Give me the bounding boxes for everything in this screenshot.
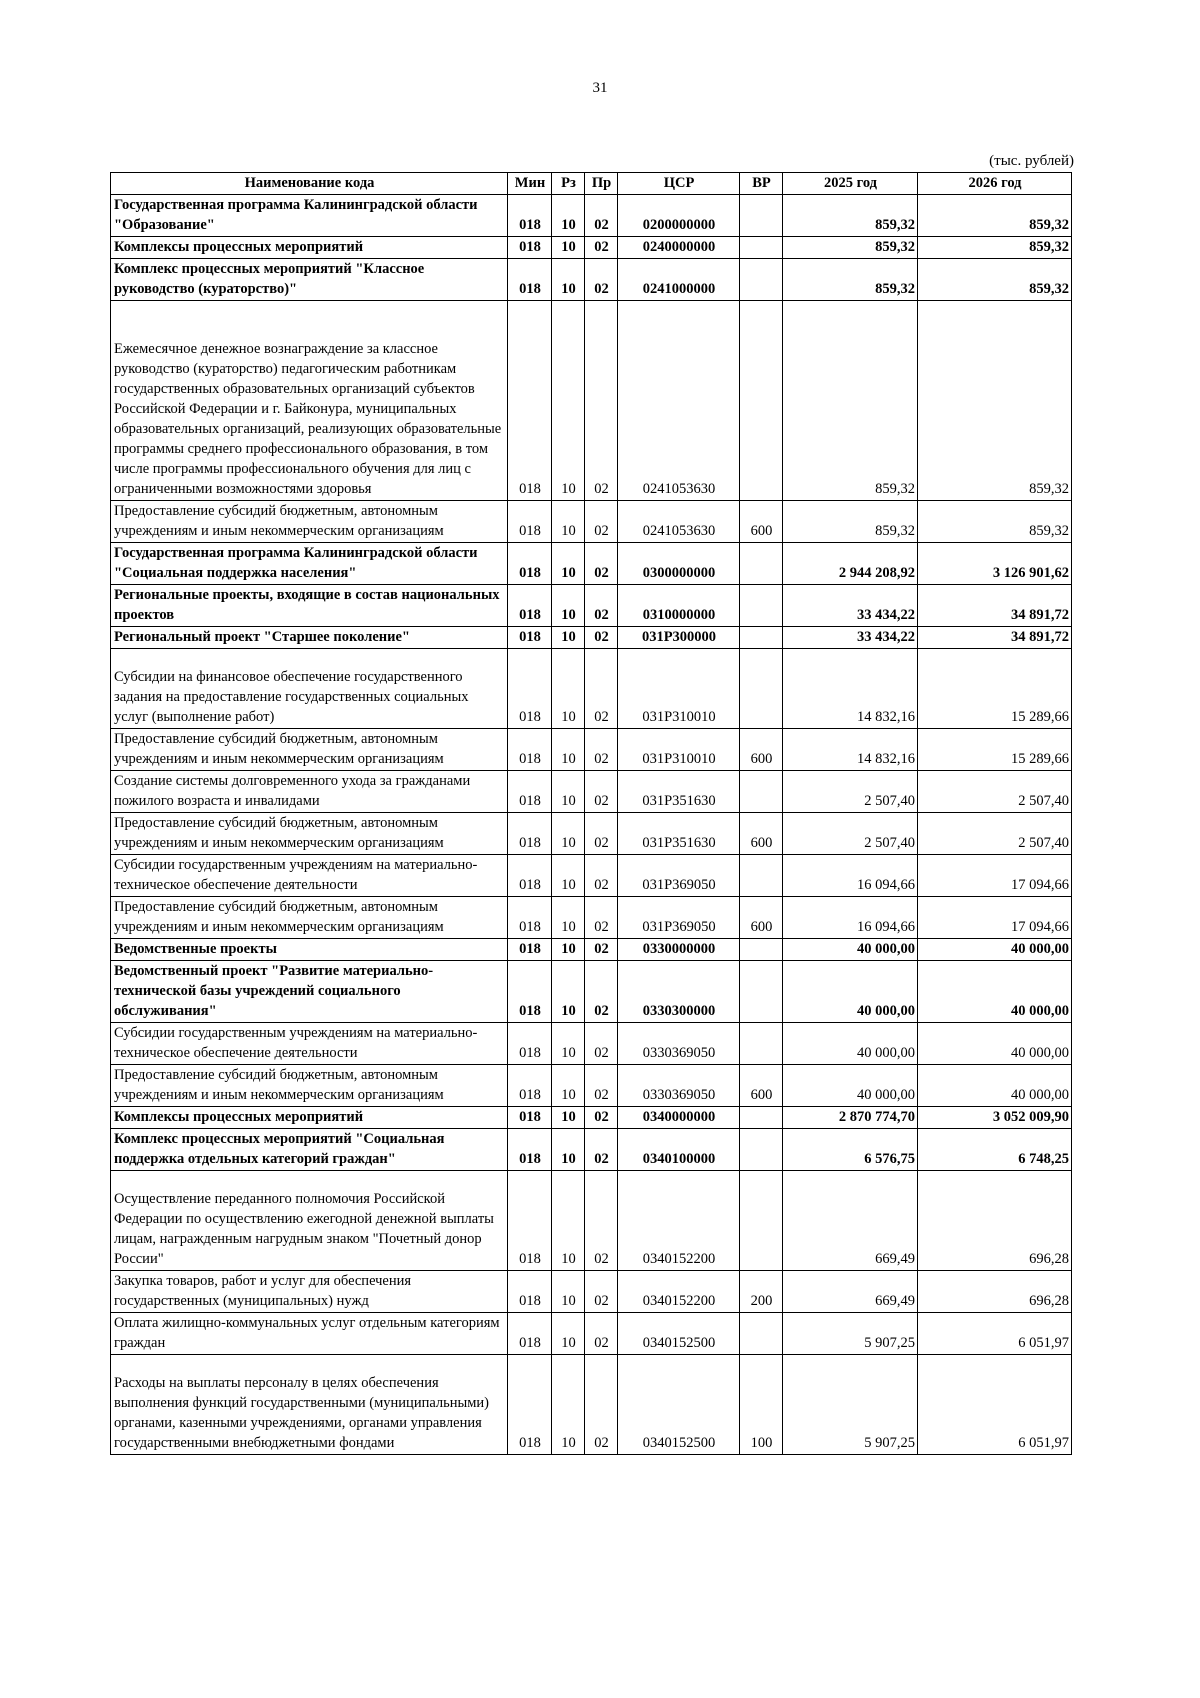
cell-name: Осуществление переданного полномочия Российской Федерации по осуществлению ежегодной денежной выплаты лицам, награжденным нагрудным знаком "Почетный донор России" <box>111 1171 508 1271</box>
cell-2025: 40 000,00 <box>783 939 918 961</box>
cell-name: Комплекс процессных мероприятий "Социальная поддержка отдельных категорий граждан" <box>111 1129 508 1171</box>
cell-vr <box>740 543 783 585</box>
cell-name: Региональный проект "Старшее поколение" <box>111 627 508 649</box>
header-name: Наименование кода <box>111 173 508 195</box>
budget-table <box>110 172 1072 1455</box>
cell-2025: 5 907,25 <box>783 1355 918 1455</box>
cell-2026: 859,32 <box>918 259 1072 301</box>
cell-2026: 15 289,66 <box>918 649 1072 729</box>
cell-pr: 02 <box>585 1023 618 1065</box>
cell-name: Создание системы долговременного ухода за гражданами пожилого возраста и инвалидами <box>111 771 508 813</box>
table-row <box>111 237 1072 259</box>
table-row <box>111 1129 1072 1171</box>
cell-pr: 02 <box>585 585 618 627</box>
cell-2025: 5 907,25 <box>783 1313 918 1355</box>
cell-rz: 10 <box>552 543 585 585</box>
cell-csr: 031P369050 <box>618 897 740 939</box>
cell-2025: 6 576,75 <box>783 1129 918 1171</box>
cell-pr: 02 <box>585 1171 618 1271</box>
cell-2026: 859,32 <box>918 195 1072 237</box>
table-row <box>111 259 1072 301</box>
cell-2025: 859,32 <box>783 301 918 501</box>
cell-csr: 031P310010 <box>618 729 740 771</box>
cell-min: 018 <box>508 961 552 1023</box>
cell-rz: 10 <box>552 1171 585 1271</box>
cell-rz: 10 <box>552 195 585 237</box>
cell-rz: 10 <box>552 237 585 259</box>
cell-rz: 10 <box>552 501 585 543</box>
cell-pr: 02 <box>585 195 618 237</box>
cell-pr: 02 <box>585 649 618 729</box>
cell-csr: 0340100000 <box>618 1129 740 1171</box>
cell-min: 018 <box>508 939 552 961</box>
cell-vr: 600 <box>740 897 783 939</box>
cell-2025: 33 434,22 <box>783 585 918 627</box>
table-row <box>111 1355 1072 1455</box>
cell-rz: 10 <box>552 855 585 897</box>
cell-name: Комплексы процессных мероприятий <box>111 1107 508 1129</box>
cell-csr: 031P351630 <box>618 813 740 855</box>
table-row <box>111 1271 1072 1313</box>
cell-pr: 02 <box>585 729 618 771</box>
cell-csr: 0241000000 <box>618 259 740 301</box>
cell-rz: 10 <box>552 1313 585 1355</box>
cell-min: 018 <box>508 771 552 813</box>
cell-rz: 10 <box>552 1129 585 1171</box>
cell-csr: 0330300000 <box>618 961 740 1023</box>
cell-rz: 10 <box>552 813 585 855</box>
cell-vr <box>740 195 783 237</box>
cell-2025: 669,49 <box>783 1271 918 1313</box>
cell-name: Субсидии на финансовое обеспечение государственного задания на предоставление государственных социальных услуг (выполнение работ) <box>111 649 508 729</box>
cell-2025: 2 507,40 <box>783 771 918 813</box>
cell-min: 018 <box>508 627 552 649</box>
cell-min: 018 <box>508 813 552 855</box>
cell-min: 018 <box>508 501 552 543</box>
cell-min: 018 <box>508 855 552 897</box>
cell-2026: 40 000,00 <box>918 939 1072 961</box>
cell-csr: 031P369050 <box>618 855 740 897</box>
cell-pr: 02 <box>585 237 618 259</box>
cell-vr: 100 <box>740 1355 783 1455</box>
cell-min: 018 <box>508 237 552 259</box>
cell-pr: 02 <box>585 813 618 855</box>
cell-vr <box>740 627 783 649</box>
cell-csr: 0310000000 <box>618 585 740 627</box>
header-row <box>111 173 1072 195</box>
cell-2026: 17 094,66 <box>918 855 1072 897</box>
cell-vr <box>740 585 783 627</box>
cell-rz: 10 <box>552 1065 585 1107</box>
table-row <box>111 771 1072 813</box>
cell-csr: 0200000000 <box>618 195 740 237</box>
cell-csr: 0340152200 <box>618 1271 740 1313</box>
cell-2026: 6 051,97 <box>918 1313 1072 1355</box>
cell-pr: 02 <box>585 1065 618 1107</box>
cell-vr <box>740 237 783 259</box>
cell-2025: 2 507,40 <box>783 813 918 855</box>
cell-2025: 859,32 <box>783 501 918 543</box>
cell-vr <box>740 1023 783 1065</box>
table-row <box>111 897 1072 939</box>
cell-name: Государственная программа Калининградской области "Образование" <box>111 195 508 237</box>
cell-rz: 10 <box>552 649 585 729</box>
cell-min: 018 <box>508 1355 552 1455</box>
cell-csr: 031P351630 <box>618 771 740 813</box>
cell-2025: 859,32 <box>783 259 918 301</box>
cell-min: 018 <box>508 1313 552 1355</box>
header-2026: 2026 год <box>918 173 1072 195</box>
cell-rz: 10 <box>552 771 585 813</box>
cell-pr: 02 <box>585 1271 618 1313</box>
cell-name: Оплата жилищно-коммунальных услуг отдельным категориям граждан <box>111 1313 508 1355</box>
table-row <box>111 627 1072 649</box>
cell-name: Ежемесячное денежное вознаграждение за классное руководство (кураторство) педагогическим работникам государственных образовательных организаций субъектов Российской Федерации и г. Байконура, муниципальных образовательных организаций, реализующих образовательные программы среднего профессионального образования, в том числе программы профессионального обучения для лиц с ограниченными возможностями здоровья <box>111 301 508 501</box>
cell-2026: 40 000,00 <box>918 1023 1072 1065</box>
cell-2026: 859,32 <box>918 301 1072 501</box>
cell-2026: 2 507,40 <box>918 813 1072 855</box>
cell-2025: 16 094,66 <box>783 855 918 897</box>
cell-name: Комплексы процессных мероприятий <box>111 237 508 259</box>
table-row <box>111 1313 1072 1355</box>
cell-vr <box>740 1107 783 1129</box>
table-row <box>111 813 1072 855</box>
table-row <box>111 301 1072 501</box>
cell-min: 018 <box>508 543 552 585</box>
cell-2025: 33 434,22 <box>783 627 918 649</box>
cell-2026: 859,32 <box>918 237 1072 259</box>
cell-2025: 859,32 <box>783 195 918 237</box>
cell-csr: 0300000000 <box>618 543 740 585</box>
cell-2025: 40 000,00 <box>783 1065 918 1107</box>
cell-2026: 15 289,66 <box>918 729 1072 771</box>
cell-2026: 859,32 <box>918 501 1072 543</box>
cell-rz: 10 <box>552 1107 585 1129</box>
cell-pr: 02 <box>585 1355 618 1455</box>
cell-2026: 40 000,00 <box>918 961 1072 1023</box>
cell-pr: 02 <box>585 897 618 939</box>
cell-2025: 14 832,16 <box>783 649 918 729</box>
cell-pr: 02 <box>585 543 618 585</box>
table-row <box>111 501 1072 543</box>
header-csr: ЦСР <box>618 173 740 195</box>
table-row <box>111 195 1072 237</box>
cell-name: Региональные проекты, входящие в состав национальных проектов <box>111 585 508 627</box>
cell-pr: 02 <box>585 961 618 1023</box>
table-row <box>111 1171 1072 1271</box>
cell-name: Субсидии государственным учреждениям на материально-техническое обеспечение деятельности <box>111 855 508 897</box>
cell-pr: 02 <box>585 1129 618 1171</box>
cell-min: 018 <box>508 897 552 939</box>
cell-pr: 02 <box>585 259 618 301</box>
cell-vr <box>740 259 783 301</box>
cell-vr: 600 <box>740 729 783 771</box>
cell-vr: 600 <box>740 1065 783 1107</box>
table-row <box>111 729 1072 771</box>
cell-name: Комплекс процессных мероприятий "Классное руководство (кураторство)" <box>111 259 508 301</box>
cell-csr: 031P300000 <box>618 627 740 649</box>
cell-2025: 669,49 <box>783 1171 918 1271</box>
cell-min: 018 <box>508 585 552 627</box>
cell-vr <box>740 1129 783 1171</box>
cell-2026: 6 051,97 <box>918 1355 1072 1455</box>
cell-csr: 0340152200 <box>618 1171 740 1271</box>
cell-rz: 10 <box>552 939 585 961</box>
cell-min: 018 <box>508 1023 552 1065</box>
cell-2025: 40 000,00 <box>783 1023 918 1065</box>
cell-rz: 10 <box>552 1355 585 1455</box>
cell-name: Предоставление субсидий бюджетным, автономным учреждениям и иным некоммерческим организациям <box>111 813 508 855</box>
cell-name: Закупка товаров, работ и услуг для обеспечения государственных (муниципальных) нужд <box>111 1271 508 1313</box>
cell-vr <box>740 961 783 1023</box>
cell-min: 018 <box>508 729 552 771</box>
cell-csr: 0340152500 <box>618 1313 740 1355</box>
cell-2025: 859,32 <box>783 237 918 259</box>
cell-min: 018 <box>508 259 552 301</box>
table-row <box>111 585 1072 627</box>
cell-csr: 0330000000 <box>618 939 740 961</box>
cell-vr: 200 <box>740 1271 783 1313</box>
cell-vr <box>740 939 783 961</box>
cell-vr: 600 <box>740 813 783 855</box>
cell-vr <box>740 301 783 501</box>
cell-2026: 17 094,66 <box>918 897 1072 939</box>
table-row <box>111 855 1072 897</box>
cell-min: 018 <box>508 1129 552 1171</box>
cell-pr: 02 <box>585 1313 618 1355</box>
cell-name: Государственная программа Калининградской области "Социальная поддержка населения" <box>111 543 508 585</box>
cell-rz: 10 <box>552 301 585 501</box>
cell-name: Предоставление субсидий бюджетным, автономным учреждениям и иным некоммерческим организациям <box>111 897 508 939</box>
cell-name: Ведомственные проекты <box>111 939 508 961</box>
table-row <box>111 1107 1072 1129</box>
cell-csr: 0241053630 <box>618 301 740 501</box>
cell-2025: 40 000,00 <box>783 961 918 1023</box>
cell-vr <box>740 1313 783 1355</box>
cell-2026: 3 052 009,90 <box>918 1107 1072 1129</box>
cell-2025: 16 094,66 <box>783 897 918 939</box>
table-row <box>111 1023 1072 1065</box>
table-row <box>111 649 1072 729</box>
table-row <box>111 1065 1072 1107</box>
units-label: (тыс. рублей) <box>989 153 1074 169</box>
cell-csr: 031P310010 <box>618 649 740 729</box>
table-body <box>111 195 1072 1455</box>
cell-min: 018 <box>508 1171 552 1271</box>
cell-pr: 02 <box>585 1107 618 1129</box>
cell-name: Предоставление субсидий бюджетным, автономным учреждениям и иным некоммерческим организациям <box>111 729 508 771</box>
cell-vr <box>740 649 783 729</box>
cell-rz: 10 <box>552 897 585 939</box>
cell-min: 018 <box>508 195 552 237</box>
header-rz: Рз <box>552 173 585 195</box>
cell-min: 018 <box>508 301 552 501</box>
cell-2026: 34 891,72 <box>918 585 1072 627</box>
header-2025: 2025 год <box>783 173 918 195</box>
cell-rz: 10 <box>552 729 585 771</box>
cell-min: 018 <box>508 1271 552 1313</box>
cell-rz: 10 <box>552 627 585 649</box>
cell-name: Расходы на выплаты персоналу в целях обеспечения выполнения функций государственными (муниципальными) органами, казенными учреждениями, органами управления государственными внебюджетными фондами <box>111 1355 508 1455</box>
cell-2026: 6 748,25 <box>918 1129 1072 1171</box>
cell-name: Субсидии государственным учреждениям на материально-техническое обеспечение деятельности <box>111 1023 508 1065</box>
table-row <box>111 961 1072 1023</box>
cell-rz: 10 <box>552 1271 585 1313</box>
cell-2026: 3 126 901,62 <box>918 543 1072 585</box>
cell-2025: 14 832,16 <box>783 729 918 771</box>
cell-2025: 2 944 208,92 <box>783 543 918 585</box>
cell-pr: 02 <box>585 771 618 813</box>
cell-name: Предоставление субсидий бюджетным, автономным учреждениям и иным некоммерческим организациям <box>111 501 508 543</box>
cell-name: Ведомственный проект "Развитие материально-технической базы учреждений социального обслуживания" <box>111 961 508 1023</box>
table-row <box>111 939 1072 961</box>
cell-rz: 10 <box>552 259 585 301</box>
cell-vr <box>740 1171 783 1271</box>
header-pr: Пр <box>585 173 618 195</box>
cell-2026: 40 000,00 <box>918 1065 1072 1107</box>
cell-csr: 0241053630 <box>618 501 740 543</box>
cell-min: 018 <box>508 1107 552 1129</box>
header-vr: ВР <box>740 173 783 195</box>
cell-csr: 0330369050 <box>618 1023 740 1065</box>
cell-vr: 600 <box>740 501 783 543</box>
cell-2026: 696,28 <box>918 1271 1072 1313</box>
cell-2025: 2 870 774,70 <box>783 1107 918 1129</box>
header-min: Мин <box>508 173 552 195</box>
cell-csr: 0340000000 <box>618 1107 740 1129</box>
cell-name: Предоставление субсидий бюджетным, автономным учреждениям и иным некоммерческим организациям <box>111 1065 508 1107</box>
cell-rz: 10 <box>552 585 585 627</box>
cell-rz: 10 <box>552 961 585 1023</box>
cell-vr <box>740 771 783 813</box>
page-number: 31 <box>592 80 608 96</box>
cell-pr: 02 <box>585 855 618 897</box>
cell-2026: 2 507,40 <box>918 771 1072 813</box>
cell-vr <box>740 855 783 897</box>
cell-min: 018 <box>508 1065 552 1107</box>
cell-pr: 02 <box>585 301 618 501</box>
cell-min: 018 <box>508 649 552 729</box>
cell-csr: 0240000000 <box>618 237 740 259</box>
cell-pr: 02 <box>585 939 618 961</box>
cell-csr: 0340152500 <box>618 1355 740 1455</box>
cell-pr: 02 <box>585 627 618 649</box>
cell-2026: 696,28 <box>918 1171 1072 1271</box>
cell-csr: 0330369050 <box>618 1065 740 1107</box>
cell-pr: 02 <box>585 501 618 543</box>
table-row <box>111 543 1072 585</box>
cell-2026: 34 891,72 <box>918 627 1072 649</box>
cell-rz: 10 <box>552 1023 585 1065</box>
